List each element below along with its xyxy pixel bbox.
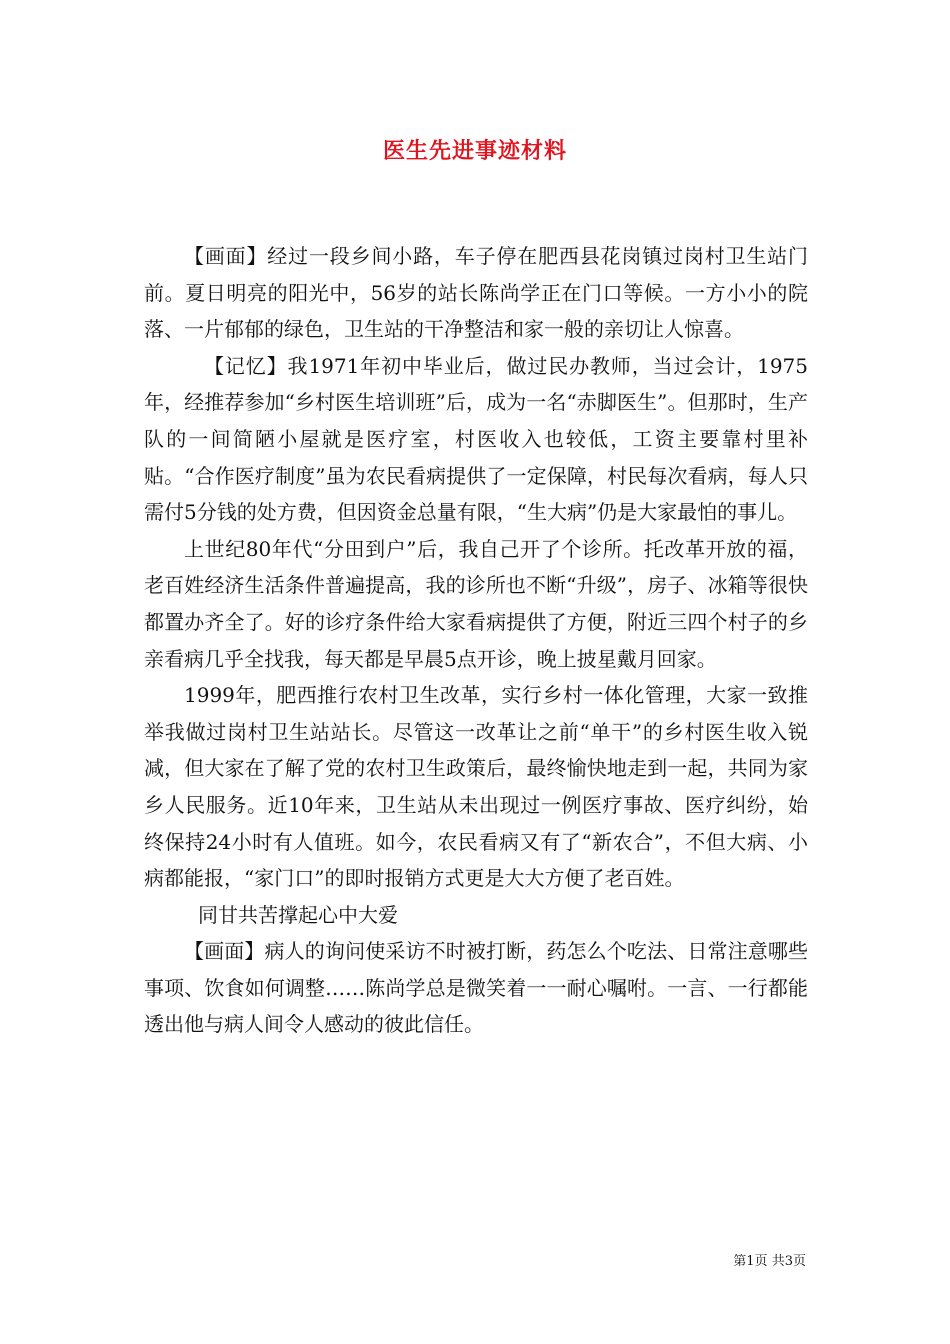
paragraph-eighties: 上世纪80年代“分田到户”后，我自己开了个诊所。托改革开放的福，老百姓经济生活条件普遍提高，我的诊所也不断“升级”，房子、冰箱等很快都置办齐全了。好的诊疗条件给大家看病提供了方便，附近三四个村子的乡亲看病几乎全找我，每天都是早晨5点开诊，晚上披星戴月回家。	[144, 536, 808, 671]
paragraph-memory: 【记忆】我1971年初中毕业后，做过民办教师，当过会计，1975年，经推荐参加“乡村医生培训班”后，成为一名“赤脚医生”。但那时，生产队的一间简陋小屋就是医疗室，村医收入也较低，工资主要靠村里补贴。“合作医疗制度”虽为农民看病提供了一定保障，村民每次看病，每人只需付5分钱的处方费，但因资金总量有限，“生大病”仍是大家最怕的事儿。	[144, 353, 808, 525]
section-subheading: 同甘共苦撑起心中大爱	[198, 902, 398, 927]
footer-page-suffix: 页	[792, 1254, 806, 1269]
footer-page-current: 1	[746, 1254, 755, 1269]
paragraph-scene-patients: 【画面】病人的询问使采访不时被打断，药怎么个吃法、日常注意哪些事项、饮食如何调整……陈尚学总是微笑着一一耐心嘱咐。一言、一行都能透出他与病人间令人感动的彼此信任。	[144, 939, 808, 1037]
paragraph-reform-1999: 1999年，肥西推行农村卫生改革，实行乡村一体化管理，大家一致推举我做过岗村卫生站站长。尽管这一改革让之前“单干”的乡村医生收入锐减，但大家在了解了党的农村卫生政策后，最终愉快地走到一起，共同为家乡人民服务。近10年来，卫生站从未出现过一例医疗事故、医疗纠纷，始终保持24小时有人值班。如今，农民看病又有了“新农合”，不但大病、小病都能报，“家门口”的即时报销方式更是大大方便了老百姓。	[144, 683, 808, 891]
footer-page-total: 3	[784, 1254, 793, 1269]
paragraph-scene-intro: 【画面】经过一段乡间小路，车子停在肥西县花岗镇过岗村卫生站门前。夏日明亮的阳光中，56岁的站长陈尚学正在门口等候。一方小小的院落、一片郁郁的绿色，卫生站的干净整洁和家一般的亲切让人惊喜。	[144, 244, 808, 342]
page-number-footer	[0, 1250, 806, 1269]
footer-page-prefix: 第	[733, 1254, 747, 1269]
footer-page-mid: 页 共	[754, 1254, 785, 1269]
document-title: 医生先进事迹材料	[382, 138, 567, 164]
document-body	[144, 238, 808, 1043]
